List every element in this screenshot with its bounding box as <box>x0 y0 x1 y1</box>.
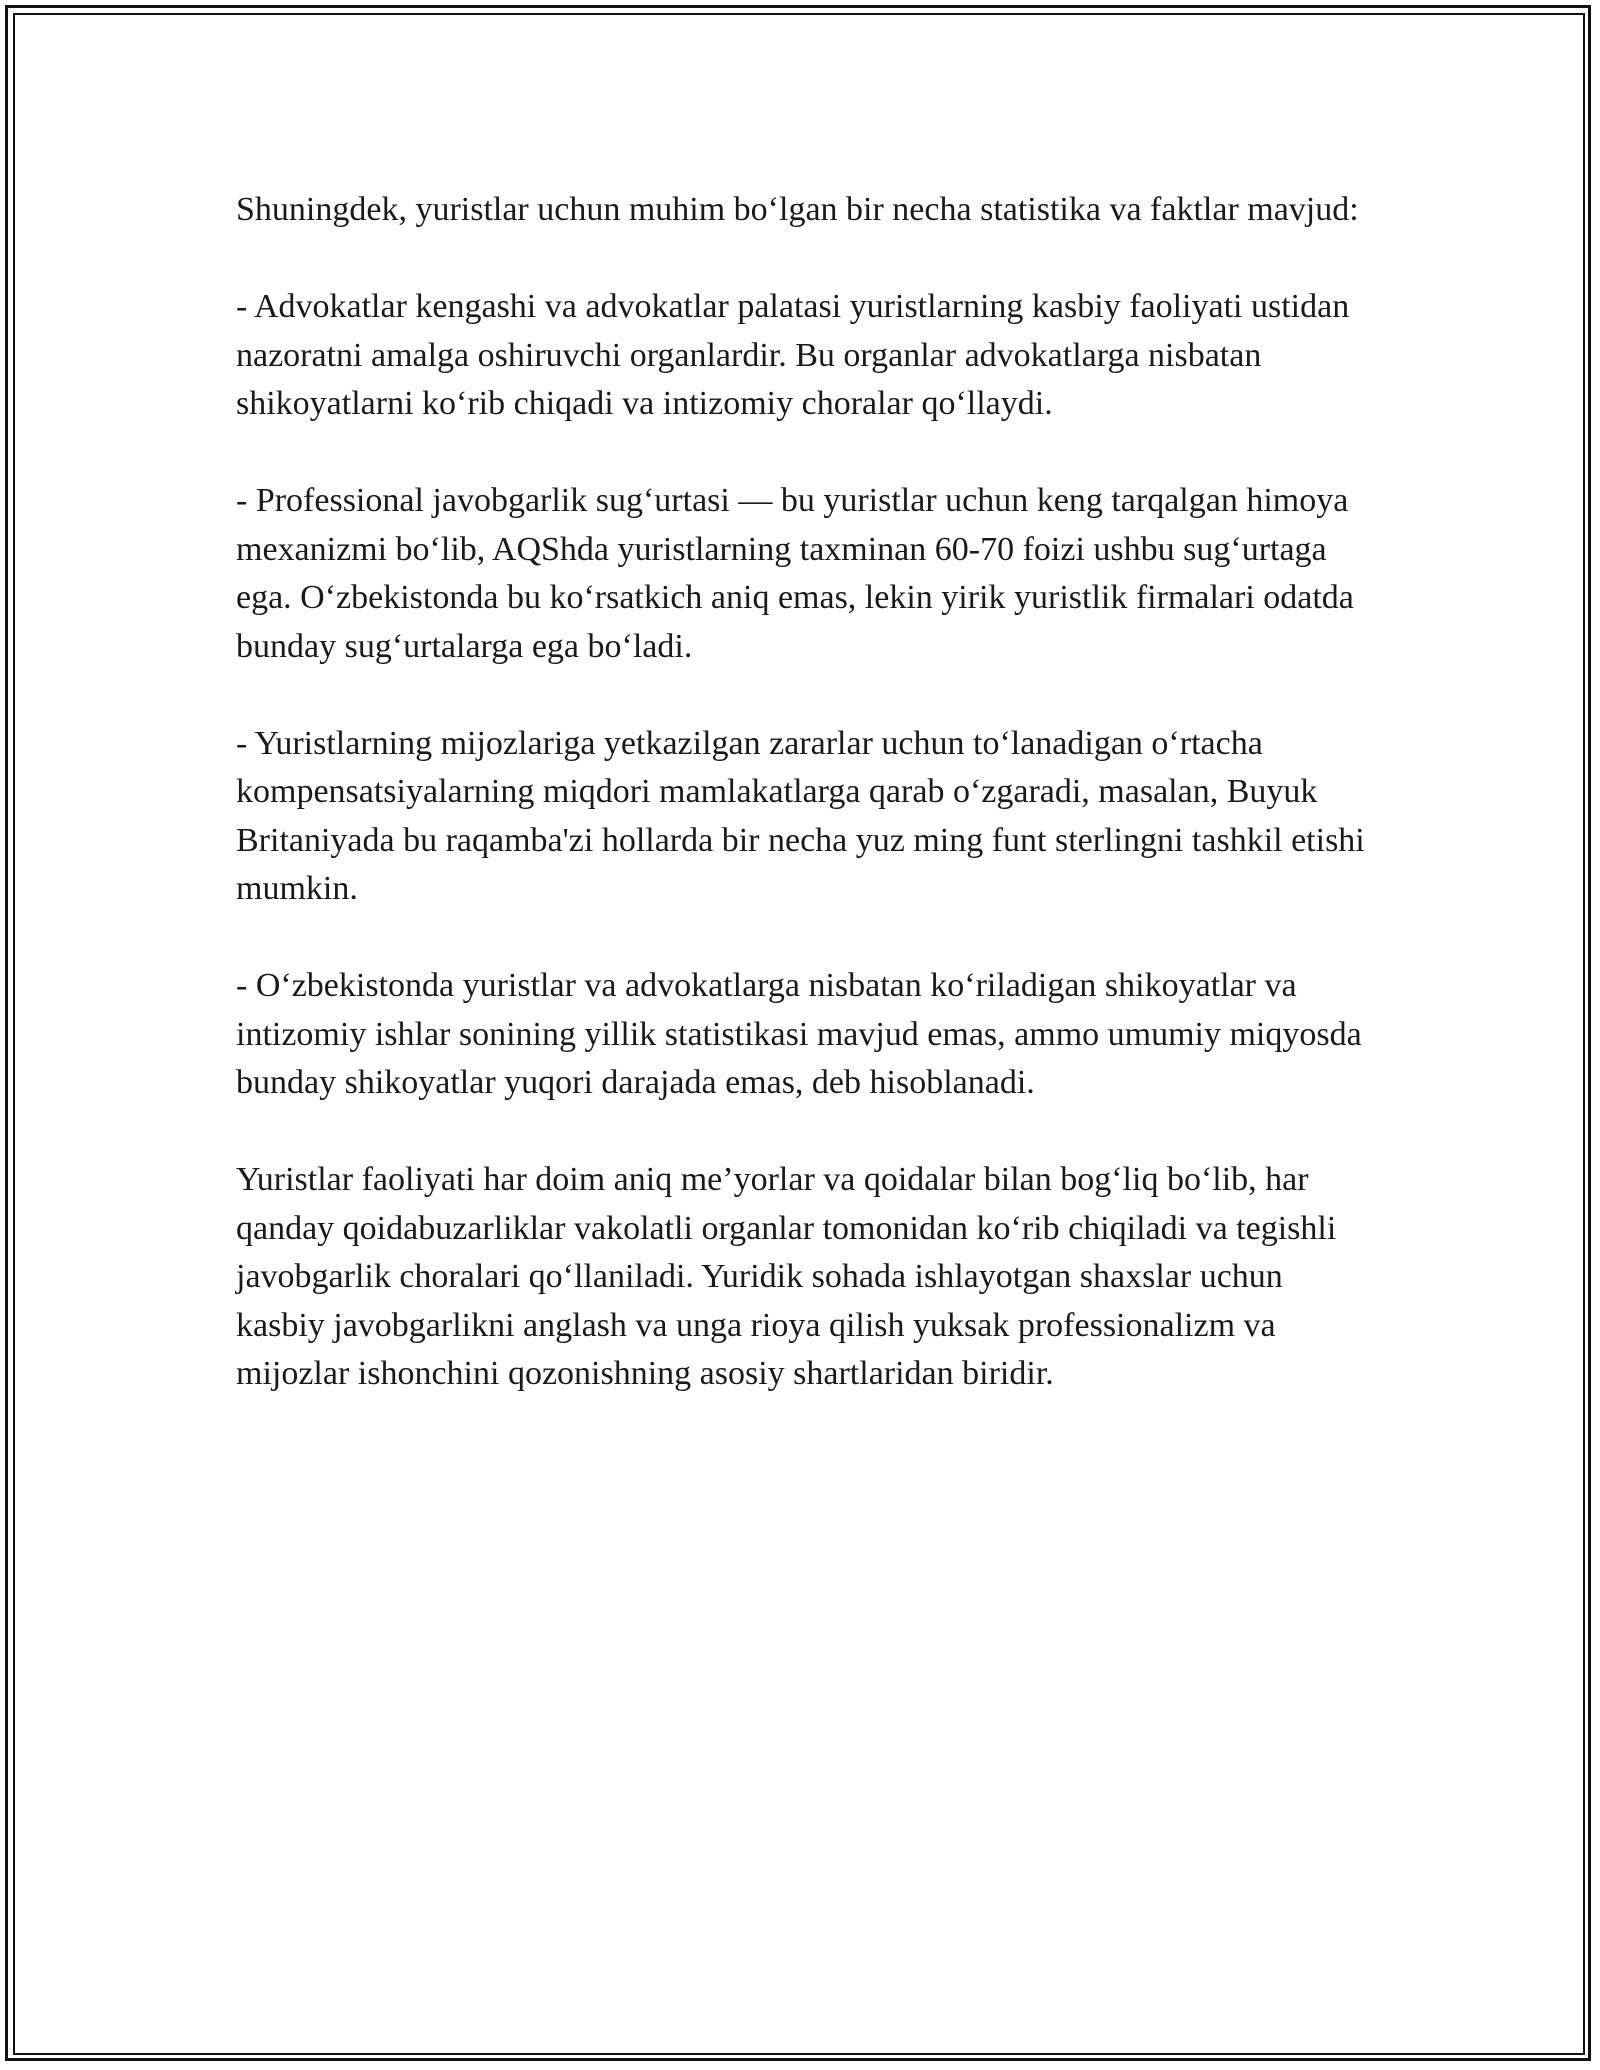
bullet-paragraph-complaints-statistics: - O‘zbekistonda yuristlar va advokatlarga nisbatan ko‘riladigan shikoyatlar va intizomiy ishlar sonining yillik statistikasi mavjud emas, ammo umumiy miqyosda bunday shikoyatlar yuqori darajada emas, deb hisoblanadi. <box>236 967 1362 1101</box>
bullet-paragraph-compensation: - Yuristlarning mijozlariga yetkazilgan zararlar uchun to‘lanadigan o‘rtacha kompensatsiyalarning miqdori mamlakatlarga qarab o‘zgaradi, masalan, Buyuk Britaniyada bu raqamba'zi hollarda bir necha yuz ming funt sterlingni tashkil etishi mumkin. <box>236 724 1365 907</box>
bullet-paragraph-advocates-council: - Advokatlar kengashi va advokatlar palatasi yuristlarning kasbiy faoliyati ustidan nazoratni amalga oshiruvchi organlardir. Bu organlar advokatlarga nisbatan shikoyatlarni ko‘rib chiqadi va intizomiy choralar qo‘llaydi. <box>236 288 1350 422</box>
intro-paragraph: Shuningdek, yuristlar uchun muhim bo‘lgan bir necha statistika va faktlar mavjud: <box>236 191 1359 228</box>
bullet-paragraph-liability-insurance: - Professional javobgarlik sug‘urtasi — bu yuristlar uchun keng tarqalgan himoya mexanizmi bo‘lib, AQShda yuristlarning taxminan 60-70 foizi ushbu sug‘urtaga ega. O‘zbekistonda bu ko‘rsatkich aniq emas, lekin yirik yuristlik firmalari odatda bunday sug‘urtalarga ega bo‘ladi. <box>236 482 1354 665</box>
document-body <box>236 186 1376 1447</box>
conclusion-paragraph: Yuristlar faoliyati har doim aniq me’yorlar va qoidalar bilan bog‘liq bo‘lib, har qanday qoidabuzarliklar vakolatli organlar tomonidan ko‘rib chiqiladi va tegishli javobgarlik choralari qo‘llaniladi. Yuridik sohada ishlayotgan shaxslar uchun kasbiy javobgarlikni anglash va unga rioya qilish yuksak professionalizm va mijozlar ishonchini qozonishning asosiy shartlaridan biridir. <box>236 1161 1337 1392</box>
